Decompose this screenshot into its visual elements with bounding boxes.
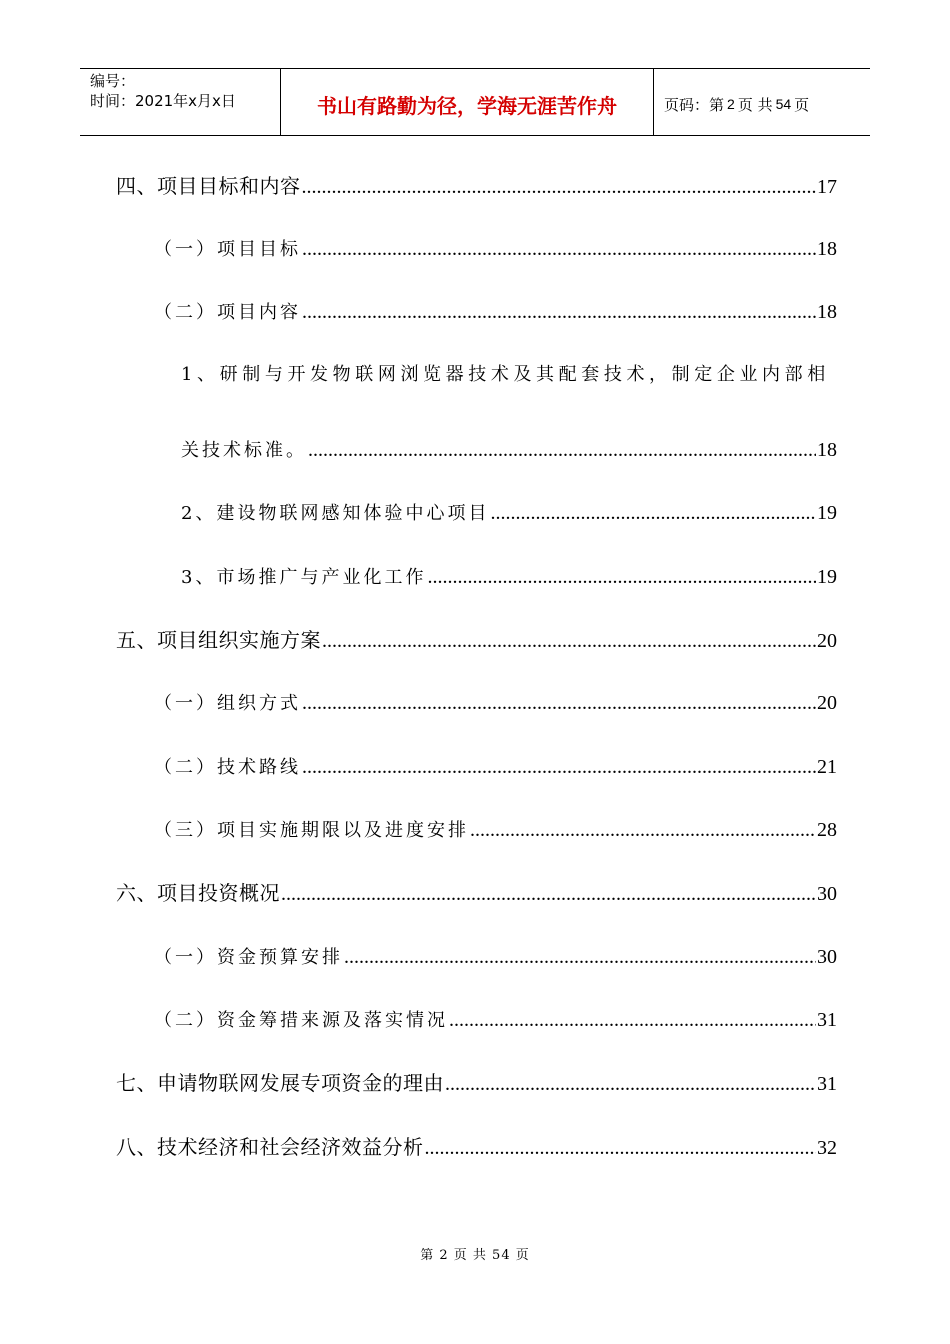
toc-entry-label: （一）项目目标 bbox=[154, 239, 301, 260]
toc-entry[interactable] bbox=[154, 234, 837, 264]
toc-entry-label: 六、项目投资概况 bbox=[116, 881, 280, 905]
toc-entry[interactable] bbox=[154, 815, 837, 845]
page-footer: 第 2 页 共 54 页 bbox=[420, 1248, 530, 1263]
toc-entry[interactable] bbox=[154, 297, 837, 327]
toc-leader bbox=[281, 879, 816, 909]
header-page-total: 54 bbox=[775, 96, 792, 112]
toc-leader bbox=[302, 297, 816, 327]
toc-entry-page: 31 bbox=[817, 1009, 837, 1031]
toc-entry-label: （一）组织方式 bbox=[154, 693, 301, 714]
toc-entry-page: 21 bbox=[817, 756, 837, 778]
toc-entry-label: （一）资金预算安排 bbox=[154, 947, 343, 968]
toc-leader bbox=[302, 172, 817, 202]
toc-entry[interactable] bbox=[154, 688, 837, 718]
toc-entry-page: 30 bbox=[817, 883, 837, 905]
toc-entry-page: 18 bbox=[817, 439, 837, 461]
toc-leader bbox=[302, 234, 816, 264]
toc-entry-label: 四、项目目标和内容 bbox=[116, 174, 301, 198]
toc-entry-label: 五、项目组织实施方案 bbox=[116, 628, 321, 652]
toc-entry-page: 28 bbox=[817, 819, 837, 841]
header-date: 时间：2021年x月x日 bbox=[90, 92, 236, 110]
toc-entry[interactable] bbox=[181, 435, 837, 465]
toc-entry-label: （二）技术路线 bbox=[154, 757, 301, 778]
header-page-mid: 页 共 bbox=[737, 95, 773, 114]
toc-entry-label: （二）资金筹措来源及落实情况 bbox=[154, 1010, 448, 1031]
header-page-number: 2 bbox=[727, 96, 735, 112]
toc-entry-page: 32 bbox=[817, 1137, 837, 1159]
toc-leader bbox=[302, 688, 816, 718]
toc-leader bbox=[425, 1133, 817, 1163]
toc-entry-page: 20 bbox=[817, 630, 837, 652]
toc-entry[interactable] bbox=[181, 562, 837, 592]
toc-entry[interactable] bbox=[181, 498, 837, 528]
toc-entry-label: 2、建设物联网感知体验中心项目 bbox=[181, 503, 490, 524]
toc-leader bbox=[449, 1005, 816, 1035]
header-page-suffix: 页 bbox=[794, 95, 810, 114]
toc-entry-label: 八、技术经济和社会经济效益分析 bbox=[116, 1135, 424, 1159]
toc-leader bbox=[302, 752, 816, 782]
toc-leader bbox=[308, 435, 816, 465]
toc-entry-label: 七、申请物联网发展专项资金的理由 bbox=[116, 1071, 444, 1095]
toc-entry-page: 19 bbox=[817, 502, 837, 524]
toc-leader bbox=[445, 1069, 816, 1099]
header-number-label: 编号： bbox=[90, 72, 136, 90]
toc-leader bbox=[490, 498, 816, 528]
toc-entry-page: 31 bbox=[817, 1073, 837, 1095]
toc-entry-page: 18 bbox=[817, 301, 837, 323]
toc-entry-page: 18 bbox=[817, 238, 837, 260]
toc-leader bbox=[322, 626, 816, 656]
toc-entry-page: 17 bbox=[817, 176, 837, 198]
toc-entry[interactable] bbox=[154, 752, 837, 782]
toc-entry[interactable] bbox=[154, 1005, 837, 1035]
toc-entry-label: （三）项目实施期限以及进度安排 bbox=[154, 820, 469, 841]
toc-leader bbox=[427, 562, 816, 592]
header-page-prefix: 页码：第 bbox=[664, 95, 725, 114]
toc-leader bbox=[344, 942, 816, 972]
toc-entry[interactable] bbox=[116, 878, 837, 908]
toc-entry[interactable] bbox=[116, 625, 837, 655]
toc-entry-label-line1: 1、研制与开发物联网浏览器技术及其配套技术，制定企业内部相 bbox=[181, 364, 830, 385]
toc-leader bbox=[470, 815, 816, 845]
toc-entry[interactable] bbox=[116, 1132, 837, 1162]
toc-entry-label: （二）项目内容 bbox=[154, 302, 301, 323]
toc-entry-label: 3、市场推广与产业化工作 bbox=[181, 567, 427, 588]
header-motto: 书山有路勤为径，学海无涯苦作舟 bbox=[281, 69, 654, 135]
toc-entry-page: 30 bbox=[817, 946, 837, 968]
toc-entry-page: 19 bbox=[817, 566, 837, 588]
toc-entry-label: 关技术标准。 bbox=[181, 440, 307, 461]
toc-entry-page: 20 bbox=[817, 692, 837, 714]
toc-entry[interactable] bbox=[116, 1068, 837, 1098]
toc-entry[interactable] bbox=[116, 171, 837, 201]
toc-entry[interactable] bbox=[154, 942, 837, 972]
